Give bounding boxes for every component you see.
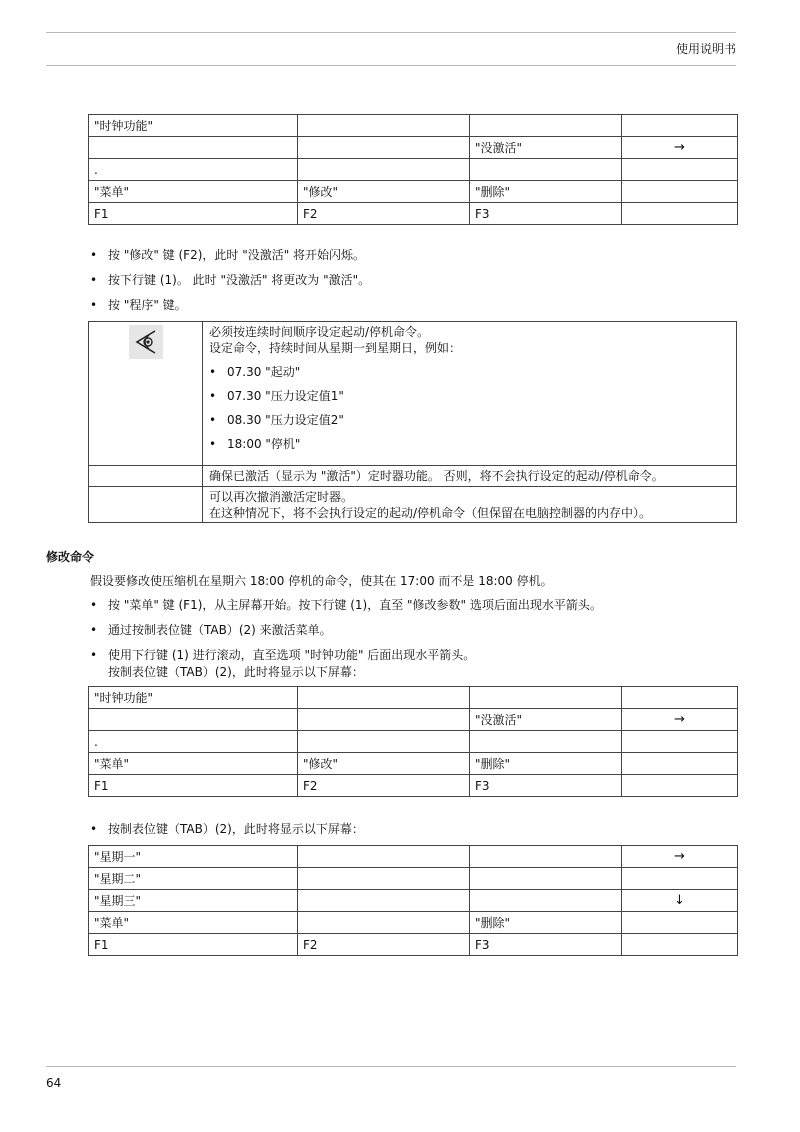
header-title: 使用说明书 <box>675 42 736 56</box>
right-arrow-icon: → <box>622 137 738 159</box>
table-cell: F2 <box>298 934 470 956</box>
table-row <box>89 322 737 466</box>
list-item: • 按 "修改" 键 (F2)，此时 "没激活" 将开始闪烁。 <box>90 247 370 264</box>
table-cell: F3 <box>470 934 622 956</box>
list-item-text: 按制表位键（TAB）(2)，此时将显示以下屏幕： <box>108 665 364 679</box>
table-row <box>89 137 738 159</box>
table-cell: "没激活" <box>470 709 622 731</box>
table-cell: F1 <box>89 934 298 956</box>
note-content <box>203 322 737 466</box>
note-line: 设定命令，持续时间从星期一到星期日，例如： <box>209 341 462 355</box>
note-line: 在这种情况下，将不会执行设定的起动/停机命令（但保留在电脑控制器的内存中）。 <box>209 506 652 520</box>
table-cell: "星期二" <box>89 868 298 890</box>
list-item: • 08.30 "压力设定值2" <box>209 408 730 432</box>
list-item: • 按制表位键（TAB）(2)，此时将显示以下屏幕： <box>90 821 364 838</box>
table-cell: "时钟功能" <box>89 687 298 709</box>
section-title: 修改命令 <box>46 550 95 564</box>
right-arrow-icon: → <box>622 846 738 868</box>
list-item-text: • 使用下行键 (1) 进行滚动，直至选项 "时钟功能" 后面出现水平箭头。 <box>108 648 476 662</box>
table-row <box>89 753 738 775</box>
table-cell: F1 <box>89 775 298 797</box>
table-cell <box>622 687 738 709</box>
header-bottom-rule <box>46 65 736 66</box>
table-cell: "修改" <box>298 753 470 775</box>
note-examples <box>209 360 730 456</box>
table-cell <box>470 846 622 868</box>
table-cell <box>622 753 738 775</box>
table-cell <box>470 868 622 890</box>
table-cell <box>622 181 738 203</box>
table-cell <box>622 775 738 797</box>
table-cell: F2 <box>298 203 470 225</box>
table-cell <box>470 890 622 912</box>
table-cell <box>622 115 738 137</box>
table-row <box>89 868 738 890</box>
table-cell <box>298 868 470 890</box>
table-row <box>89 203 738 225</box>
list-item: • 按 "菜单" 键 (F1)，从主屏幕开始。按下行键 (1)，直至 "修改参数" 选项后面出现水平箭头。 <box>90 597 602 614</box>
section-intro: 假设要修改使压缩机在星期六 18:00 停机的命令，使其在 17:00 而不是 18:00 停机。 <box>90 574 553 588</box>
table-cell <box>89 709 298 731</box>
table-row <box>89 846 738 868</box>
table-cell <box>89 466 203 487</box>
table-cell: "菜单" <box>89 181 298 203</box>
right-arrow-icon: → <box>622 709 738 731</box>
table-cell <box>470 159 622 181</box>
table-cell: "没激活" <box>470 137 622 159</box>
table-row <box>89 687 738 709</box>
table-cell: "星期三" <box>89 890 298 912</box>
table-cell <box>470 687 622 709</box>
table-row <box>89 890 738 912</box>
table-cell <box>298 159 470 181</box>
steps-list-3 <box>90 821 364 838</box>
table-row <box>89 466 737 487</box>
list-item: • 通过按制表位键（TAB）(2) 来激活菜单。 <box>90 622 602 639</box>
header-top-rule <box>46 32 736 33</box>
table-cell <box>298 890 470 912</box>
table-cell <box>298 846 470 868</box>
list-item: • 18:00 "停机" <box>209 432 730 456</box>
table-cell: . <box>89 731 298 753</box>
steps-list-2 <box>90 597 602 681</box>
screen-table-2 <box>88 686 738 797</box>
list-item: • 07.30 "起动" <box>209 360 730 384</box>
table-cell: "菜单" <box>89 753 298 775</box>
table-cell <box>298 687 470 709</box>
list-item: • 按下行键 (1)。 此时 "没激活" 将更改为 "激活"。 <box>90 272 370 289</box>
table-cell: F3 <box>470 775 622 797</box>
screen-table-1 <box>88 114 738 225</box>
table-cell <box>622 203 738 225</box>
table-cell: "删除" <box>470 181 622 203</box>
table-cell: F2 <box>298 775 470 797</box>
table-cell <box>622 912 738 934</box>
table-cell <box>622 731 738 753</box>
table-row <box>89 934 738 956</box>
note-table <box>88 321 737 523</box>
table-cell <box>298 709 470 731</box>
table-row <box>89 115 738 137</box>
screen-table-3 <box>88 845 738 956</box>
steps-list-1 <box>90 247 370 314</box>
page-number: 64 <box>46 1076 62 1090</box>
table-cell: . <box>89 159 298 181</box>
list-item: • 07.30 "压力设定值1" <box>209 384 730 408</box>
table-row <box>89 709 738 731</box>
list-item: • 按 "程序" 键。 <box>90 297 370 314</box>
table-cell: F1 <box>89 203 298 225</box>
table-cell: "时钟功能" <box>89 115 298 137</box>
table-row <box>89 181 738 203</box>
list-item <box>90 647 602 681</box>
note-content <box>203 487 737 523</box>
table-cell <box>298 137 470 159</box>
table-cell <box>470 731 622 753</box>
table-row <box>89 731 738 753</box>
table-row <box>89 912 738 934</box>
note-line: 可以再次撤消激活定时器。 <box>209 490 354 504</box>
down-arrow-icon: ↓ <box>622 890 738 912</box>
table-row <box>89 159 738 181</box>
note-line: 确保已激活（显示为 "激活"）定时器功能。 否则，将不会执行设定的起动/停机命令。 <box>203 466 737 487</box>
footer-rule <box>46 1066 736 1067</box>
table-cell <box>470 115 622 137</box>
table-cell: "星期一" <box>89 846 298 868</box>
eye-icon <box>129 325 163 359</box>
table-cell <box>622 934 738 956</box>
table-cell <box>622 868 738 890</box>
table-cell: "删除" <box>470 912 622 934</box>
table-cell <box>298 115 470 137</box>
table-cell: F3 <box>470 203 622 225</box>
table-cell <box>298 912 470 934</box>
table-row <box>89 775 738 797</box>
table-cell <box>298 731 470 753</box>
table-row <box>89 487 737 523</box>
table-cell: "删除" <box>470 753 622 775</box>
table-cell <box>622 159 738 181</box>
table-cell: "修改" <box>298 181 470 203</box>
table-cell <box>89 137 298 159</box>
note-line: 必须按连续时间顺序设定起动/停机命令。 <box>209 325 430 339</box>
table-cell: "菜单" <box>89 912 298 934</box>
note-icon-cell <box>89 322 203 466</box>
table-cell <box>89 487 203 523</box>
